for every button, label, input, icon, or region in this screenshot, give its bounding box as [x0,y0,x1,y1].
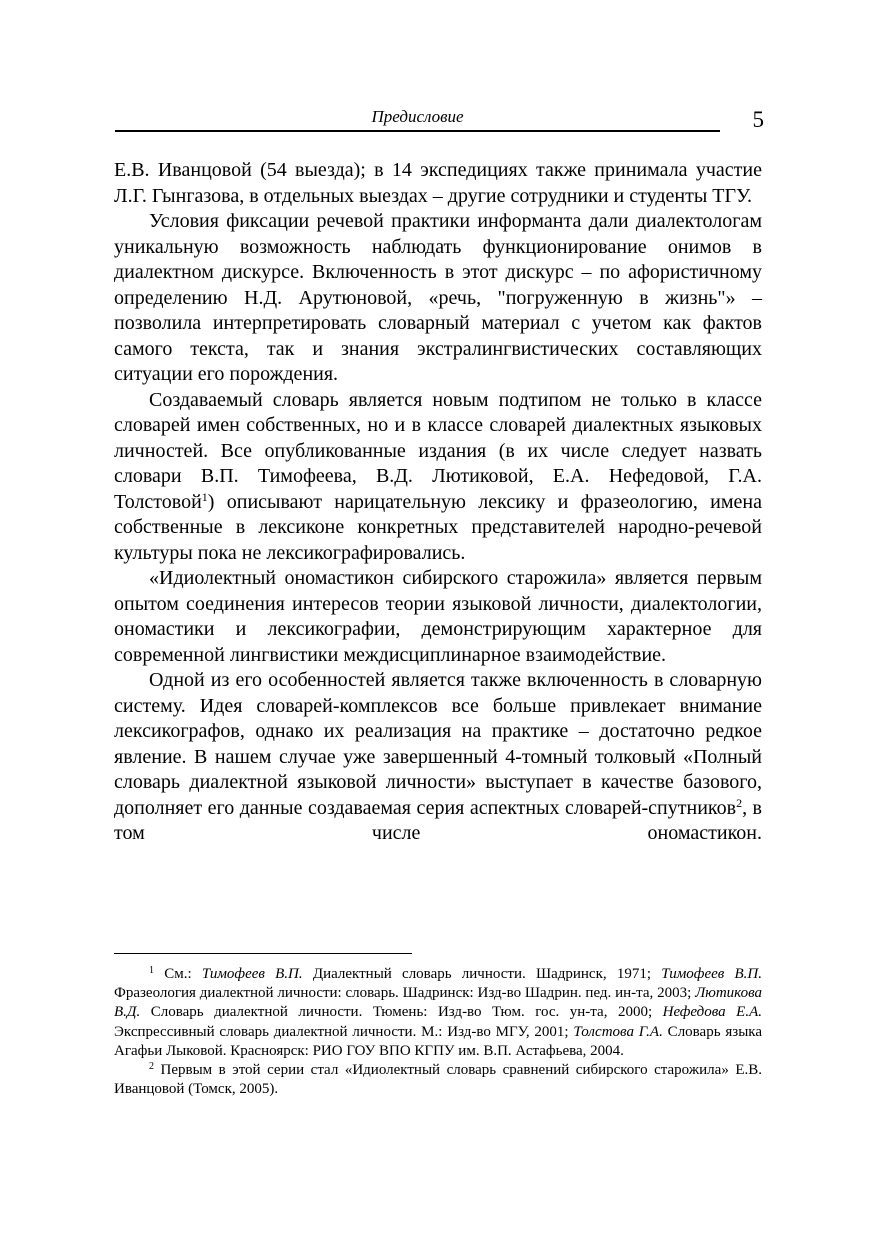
footnote-text: Фразеология диалектной личности: словарь. Шадринск: Изд-во Шадрин. пед. ин-та, 2003; [114,985,696,1002]
footnote-text: Диалектный словарь личности. Шадринск, 1971; [302,966,662,982]
running-header-title: Предисловие [371,107,464,126]
paragraph [114,388,762,567]
paragraph-text: Создаваемый словарь является новым подтипом не только в классе словарей имен собственных, но и в классе словарей диалектных языковых личностей. Все опубликованные издания (в их числе следует назвать словари В.П. Тимофеева, В.Д. Лютиковой, Е.А. Нефедовой, Г.А. Толстовой [114,388,762,513]
footnote-reference: 1 [201,489,208,504]
paragraph: «Идиолектный ономастикон сибирского старожила» является первым опытом соединения интересов теории языковой личности, диалектологии, ономастики и лексикографии, демонстрирующим характерное для современной лингвистики междисциплинарное взаимодействие. [114,567,762,666]
footnote-reference: 2 [736,795,743,810]
paragraph-text: , в том числе ономастикон. [114,796,763,844]
body-text [114,158,762,847]
footnote-text: Первым в этой серии стал «Идиолектный словарь сравнений сибирского старожила» Е.В. Иванцовой (Томск, 2005). [114,1062,762,1098]
footnote-author: Тимофеев В.П. [661,966,762,982]
footnotes [114,965,762,1099]
footnote-author: Тимофеев В.П. [201,966,303,982]
page-number: 5 [752,107,764,132]
footnote-mark: 1 [149,965,154,976]
paragraph-text: ) описывают нарицательную лексику и фразеологию, имена собственные в лексиконе конкретных представителей народно-речевой культуры пока не лексикографировались. [114,490,762,564]
header-rule [115,130,720,132]
footnote-author: Толстова Г.А. [573,1023,663,1040]
paragraph: Е.В. Иванцовой (54 выезда); в 14 экспедициях также принимала участие Л.Г. Гынгазова, в отдельных выездах – другие сотрудники и студенты ТГУ. [114,159,762,207]
footnote-author: Лютикова В.Д. [114,985,762,1021]
paragraph-text: Одной из его особенностей является также включенность в словарную систему. Идея словарей-комплексов все больше привлекает внимание лексикографов, однако их реализация на практике – достаточно редкое явление. В нашем случае уже завершенный 4-томный толковый «Полный словарь диалектной языковой личности» выступает в качестве базового, дополняет его данные создаваемая серия аспектных словарей-спутников [114,669,762,819]
footnote-text: Словарь диалектной личности. Тюмень: Изд-во Тюм. гос. ун-та, 2000; [140,1004,663,1021]
footnote-author: Нефедова Е.А. [662,1004,762,1021]
footnote [114,965,762,1061]
footnote-text: Словарь языка Агафьи Лыковой. Красноярск: РИО ГОУ ВПО КГПУ им. В.П. Астафьева, 2004. [114,1023,763,1059]
footnote-separator [114,953,412,954]
paragraph [114,668,762,847]
footnote [114,1061,762,1099]
footnote-mark: 2 [149,1061,154,1073]
footnote-text: См.: [164,966,202,982]
footnote-text: Экспрессивный словарь диалектной личности. М.: Изд-во МГУ, 2001; [114,1023,574,1040]
paragraph: Условия фиксации речевой практики информанта дали диалектологам уникальную возможность наблюдать функционирование онимов в диалектном дискурсе. Включенность в этот дискурс – по афористичному определению Н.Д. Арутюновой, «речь, "погруженную в жизнь"» – позволила интерпретировать словарный материал с учетом как фактов самого текста, так и знания экстралингвистических составляющих ситуации его порождения. [114,210,762,385]
